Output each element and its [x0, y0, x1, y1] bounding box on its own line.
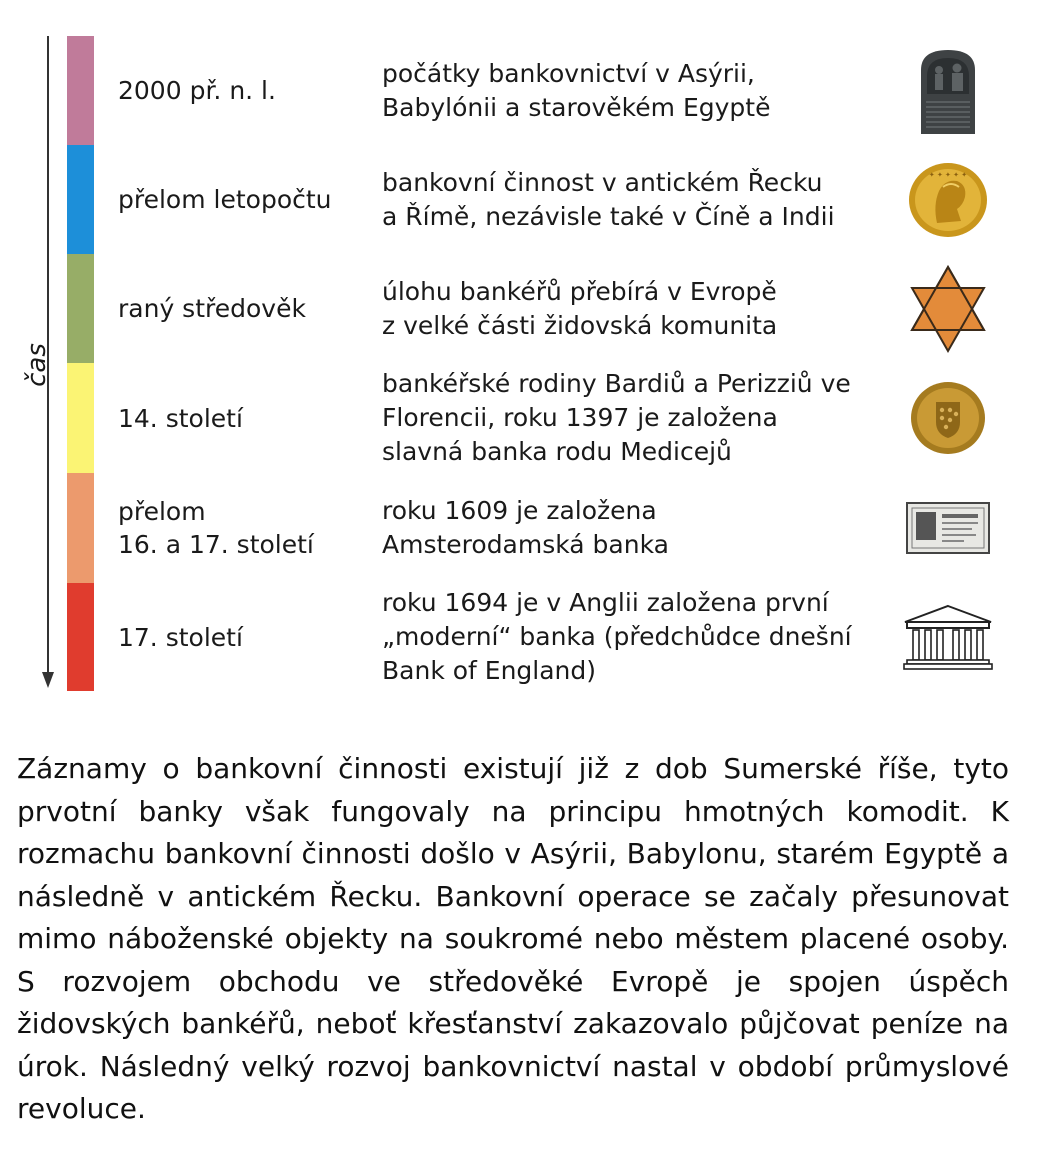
svg-text:✦ ✦ ✦ ✦ ✦: ✦ ✦ ✦ ✦ ✦ — [928, 170, 968, 179]
event-description: úlohu bankéřů přebírá v Evropě z velké části židovská komunita — [382, 276, 778, 340]
banknote-icon — [900, 473, 996, 583]
timeline-row — [0, 473, 1049, 583]
stele-icon — [900, 36, 996, 145]
gold-coin-icon — [900, 145, 996, 254]
period-label: 2000 př. n. l. — [118, 76, 276, 105]
color-band — [67, 36, 94, 145]
time-axis-label: čas — [22, 343, 52, 387]
period-label: 17. století — [118, 622, 243, 652]
florin-coin-icon — [900, 363, 996, 473]
event-description: bankovní činnost v antickém Řecku a Římě, nezávisle také v Číně a Indii — [382, 167, 835, 231]
timeline-row — [0, 583, 1049, 691]
event-description: počátky bankovnictví v Asýrii, Babylónii a starověkém Egyptě — [382, 58, 771, 122]
timeline-row — [0, 363, 1049, 473]
timeline-row — [0, 145, 1049, 254]
color-band — [67, 145, 94, 254]
color-band — [67, 473, 94, 583]
timeline-row — [0, 36, 1049, 145]
period-label: raný středověk — [118, 294, 306, 323]
color-band — [67, 254, 94, 363]
event-description: bankéřské rodiny Bardiů a Perizziů ve Florencii, roku 1397 je založena slavná banka rodu Medicejů — [382, 369, 851, 466]
star-of-david-icon — [900, 254, 996, 363]
timeline-row — [0, 254, 1049, 363]
period-label: přelom 16. a 17. století — [118, 497, 314, 559]
event-description: roku 1609 je založena Amsterodamská banka — [382, 496, 669, 559]
body-paragraph: Záznamy o bankovní činnosti existují již z dob Sumerské říše, tyto prvotní banky však fungovaly na principu hmotných komodit. K rozmachu bankovní činnosti došlo v Asýrii, Babylonu, starém Egyptě a následně v antickém Řecku. Bankovní operace se začaly přesunovat mimo náboženské objekty na soukromé nebo městem placené osoby. S rozvojem obchodu ve středověké Evropě je spojen úspěch židovských bankéřů, neboť křesťanství zakazovalo půjčovat peníze na úrok. Následný velký rozvoj bankovnictví nastal v období průmyslové revoluce. — [17, 752, 1009, 1125]
period-label: přelom letopočtu — [118, 185, 332, 214]
bank-building-icon — [900, 583, 996, 691]
event-description: roku 1694 je v Anglii založena první „moderní“ banka (předchůdce dnešní Bank of England) — [382, 588, 852, 685]
color-band — [67, 583, 94, 691]
color-band — [67, 363, 94, 473]
period-label: 14. století — [118, 403, 243, 433]
